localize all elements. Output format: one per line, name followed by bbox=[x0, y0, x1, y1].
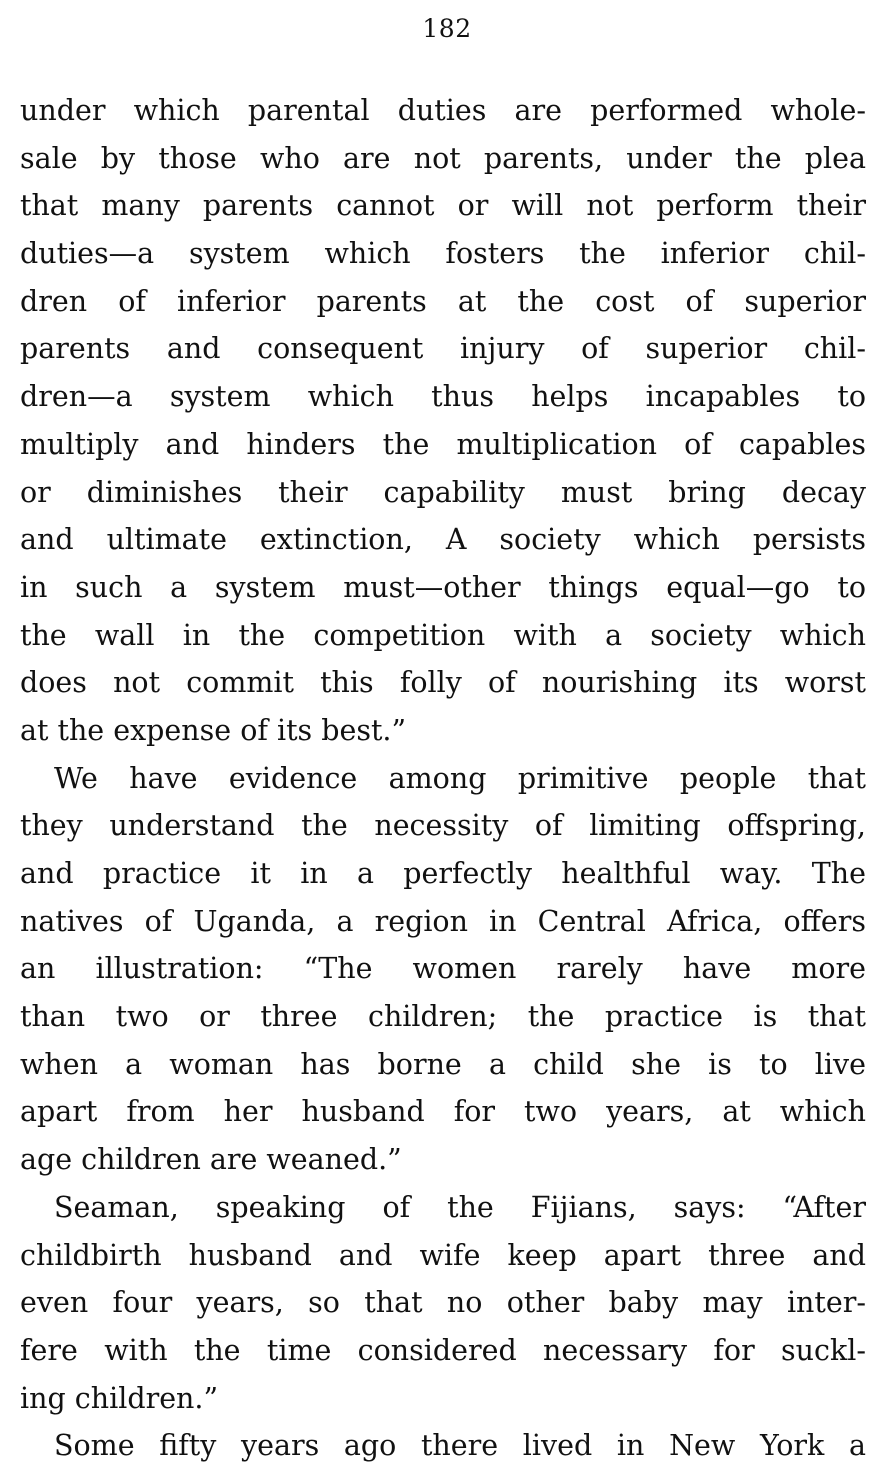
text-line: apart from her husband for two years, at which bbox=[20, 1095, 866, 1129]
text-line: Some fifty years ago there lived in New York a bbox=[54, 1429, 866, 1463]
text-line: does not commit this folly of nourishing its worst bbox=[20, 666, 866, 700]
text-line: parents and consequent injury of superior chil- bbox=[20, 332, 866, 366]
text-line: they understand the necessity of limiting offspring, bbox=[20, 809, 866, 843]
text-line: or diminishes their capability must bring decay bbox=[20, 475, 866, 509]
text-line: childbirth husband and wife keep apart three and bbox=[20, 1238, 866, 1272]
text-line: at the expense of its best.” bbox=[20, 713, 407, 747]
text-line: dren—a system which thus helps incapables to bbox=[20, 380, 866, 414]
text-line: multiply and hinders the multiplication of capables bbox=[20, 427, 866, 461]
text-line: ing children.” bbox=[20, 1381, 219, 1415]
page-number: 182 bbox=[422, 14, 472, 43]
text-line: dren of inferior parents at the cost of superior bbox=[20, 284, 866, 318]
text-line: the wall in the competition with a society which bbox=[20, 618, 866, 652]
text-line: sale by those who are not parents, under the plea bbox=[20, 141, 866, 175]
text-line: and ultimate extinction, A society which persists bbox=[20, 523, 866, 557]
text-line: age children are weaned.” bbox=[20, 1143, 402, 1177]
text-line: natives of Uganda, a region in Central Africa, offers bbox=[20, 904, 866, 938]
text-line: We have evidence among primitive people that bbox=[54, 761, 866, 795]
text-line: duties—a system which fosters the inferior chil- bbox=[20, 237, 866, 271]
text-line: and practice it in a perfectly healthful way. The bbox=[20, 857, 866, 890]
body-text bbox=[20, 87, 866, 1470]
text-line: under which parental duties are performed whole- bbox=[20, 94, 866, 127]
text-line: an illustration: “The women rarely have more bbox=[20, 952, 866, 986]
text-line: Seaman, speaking of the Fijians, says: “After bbox=[54, 1190, 866, 1224]
text-line: even four years, so that no other baby may inter- bbox=[20, 1286, 866, 1320]
text-line: that many parents cannot or will not perform their bbox=[20, 189, 866, 223]
text-line: when a woman has borne a child she is to live bbox=[20, 1047, 866, 1081]
text-line: in such a system must—other things equal—go to bbox=[20, 570, 866, 604]
text-line: than two or three children; the practice is that bbox=[20, 1000, 866, 1034]
text-line: fere with the time considered necessary for suckl- bbox=[20, 1333, 866, 1367]
